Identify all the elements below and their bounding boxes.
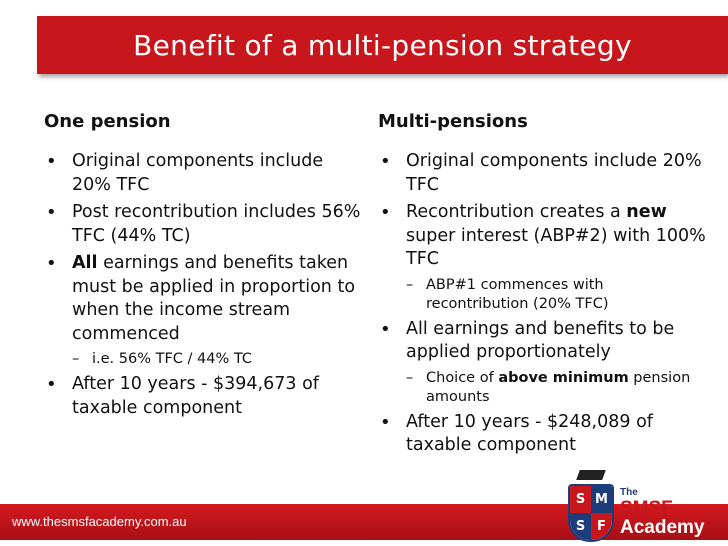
list-item <box>44 150 364 197</box>
right-bullet-list <box>378 150 708 458</box>
sub-bullet-bold-text: above minimum <box>498 369 629 386</box>
bullet-text: After 10 years - $394,673 of taxable component <box>72 374 319 418</box>
slide-title: Benefit of a multi-pension strategy <box>133 28 632 62</box>
sub-bullet-list <box>406 276 708 314</box>
footer-url: www.thesmsfacademy.com.au <box>12 514 187 529</box>
right-column <box>378 110 708 462</box>
logo-letter: S <box>570 513 591 540</box>
list-item <box>44 252 364 369</box>
logo-text-the: The <box>620 487 638 498</box>
logo-letter: F <box>591 513 612 540</box>
list-item <box>378 318 708 407</box>
list-item <box>378 150 708 197</box>
sub-bullet-text: ABP#1 commences with recontribution (20% TFC) <box>426 276 609 312</box>
bullet-text: earnings and benefits taken must be applied in proportion to when the income stream commenced <box>72 253 356 344</box>
bullet-text: Post recontribution includes 56% TFC (44% TC) <box>72 202 361 246</box>
sub-bullet-text: i.e. 56% TFC / 44% TC <box>92 351 253 367</box>
sub-bullet-text: Choice of <box>426 369 499 386</box>
list-item <box>378 411 708 458</box>
sub-list-item <box>406 369 708 407</box>
left-column <box>44 110 364 424</box>
list-item <box>44 201 364 248</box>
logo-text-smsf: SMSF <box>620 498 673 519</box>
sub-bullet-text: pension amounts <box>426 369 691 405</box>
bullet-text: All earnings and benefits to be applied proportionately <box>406 318 675 362</box>
bullet-text: Recontribution creates a <box>406 202 627 222</box>
sub-list-item <box>406 276 708 314</box>
list-item <box>44 373 364 420</box>
sub-list-item <box>72 350 364 369</box>
bullet-bold-text: All <box>72 253 98 273</box>
logo-letter: M <box>591 486 612 513</box>
list-item <box>378 201 708 314</box>
bullet-text: After 10 years - $248,089 of taxable component <box>406 411 653 455</box>
bullet-text: super interest (ABP#2) with 100% TFC <box>406 225 706 269</box>
smsf-academy-logo <box>568 470 728 546</box>
left-column-heading: One pension <box>44 111 171 132</box>
graduation-cap-icon <box>576 470 606 480</box>
right-column-heading: Multi-pensions <box>378 111 528 132</box>
bullet-text: Original components include 20% TFC <box>406 151 702 195</box>
slide-title-bar <box>37 16 728 74</box>
logo-text-academy: Academy <box>620 517 705 538</box>
sub-bullet-list <box>72 350 364 369</box>
logo-letter: S <box>570 486 591 513</box>
sub-bullet-list <box>406 369 708 407</box>
left-bullet-list <box>44 150 364 420</box>
bullet-text: Original components include 20% TFC <box>72 151 324 195</box>
bullet-bold-text: new <box>626 202 667 222</box>
logo-shield-icon <box>568 484 614 542</box>
logo-wordmark <box>620 488 705 537</box>
